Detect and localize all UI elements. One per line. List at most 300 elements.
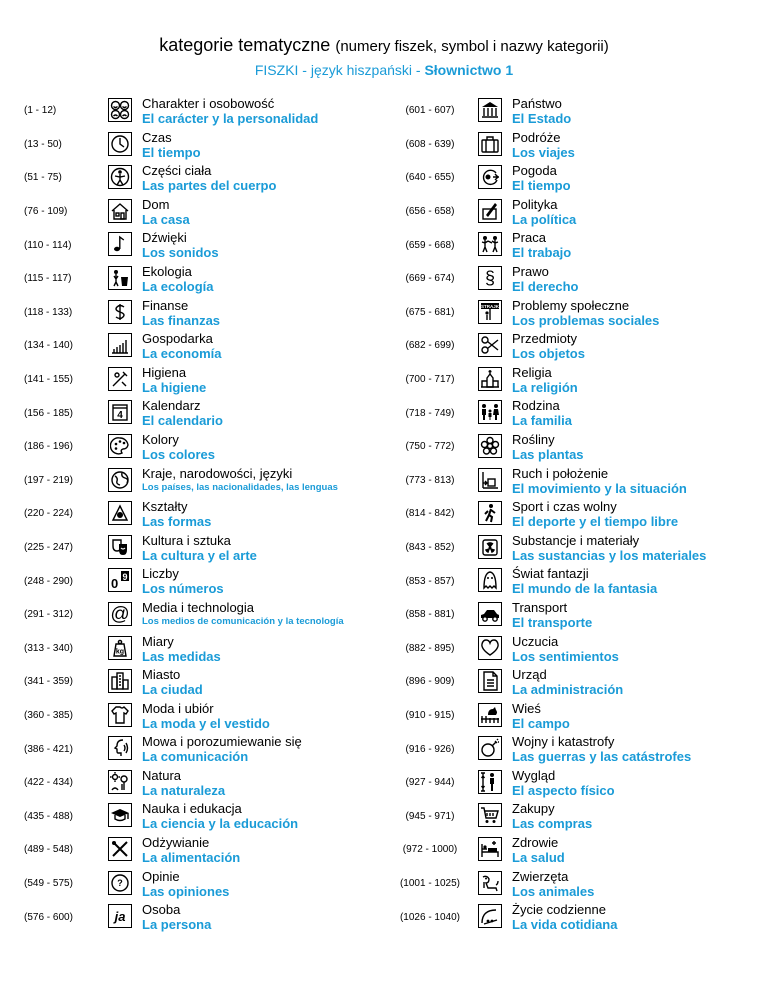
category-name-spanish: El tiempo xyxy=(142,144,201,160)
category-name-polish: Praca xyxy=(512,230,546,246)
card-number-range: (916 - 926) xyxy=(405,743,455,755)
suitcase-icon xyxy=(478,132,502,156)
category-name-polish: Kształty xyxy=(142,499,188,515)
calendar-icon-graphic xyxy=(110,402,130,422)
card-number-range: (945 - 971) xyxy=(405,810,455,822)
motion-icon xyxy=(478,468,502,492)
category-name-polish: Charakter i osobowość xyxy=(142,96,275,111)
recycle-bin-icon-graphic xyxy=(110,268,130,288)
category-name-spanish: Las opiniones xyxy=(142,883,230,899)
category-name-spanish: Los números xyxy=(142,581,224,597)
category-name-polish: Sport i czas wolny xyxy=(512,499,617,515)
category-row xyxy=(0,296,390,330)
category-labels xyxy=(142,870,387,899)
category-labels xyxy=(142,500,387,529)
category-name-polish: Przedmioty xyxy=(512,331,578,347)
category-name-polish: Moda i ubiór xyxy=(142,700,214,716)
svg-text:4: 4 xyxy=(117,410,123,422)
card-number-range: (225 - 247) xyxy=(24,542,73,554)
clock-icon xyxy=(108,132,132,156)
category-labels xyxy=(142,668,387,697)
ballot-icon xyxy=(478,199,502,223)
workers-icon xyxy=(478,232,502,256)
category-labels xyxy=(142,366,387,395)
paragraph-icon-graphic xyxy=(480,268,500,288)
category-name-spanish: Las plantas xyxy=(512,446,584,462)
category-name-spanish: El deporte y el tiempo libre xyxy=(512,514,679,530)
flower-icon xyxy=(478,434,502,458)
category-name-spanish: La persona xyxy=(142,917,212,933)
category-name-polish: Dom xyxy=(142,196,170,212)
svg-text:STRAJK: STRAJK xyxy=(480,303,500,309)
svg-text:?: ? xyxy=(117,877,123,888)
category-name-spanish: La comunicación xyxy=(142,749,249,765)
at-sign-icon-graphic xyxy=(110,604,130,624)
category-name-spanish: Los objetos xyxy=(512,346,585,362)
category-name-polish: Higiena xyxy=(142,364,187,380)
category-row xyxy=(390,699,768,733)
category-row xyxy=(0,94,390,128)
theatre-masks-icon-graphic xyxy=(110,537,130,557)
music-note-icon xyxy=(108,232,132,256)
page-title xyxy=(0,34,768,58)
category-labels xyxy=(512,836,764,865)
category-name-polish: Finanse xyxy=(142,297,189,313)
category-name-polish: Rośliny xyxy=(512,431,555,447)
category-row xyxy=(390,665,768,699)
category-labels xyxy=(512,433,764,462)
weight-icon xyxy=(108,636,132,660)
category-name-polish: Uczucia xyxy=(512,633,559,649)
card-number-range: (435 - 488) xyxy=(24,810,73,822)
shopping-cart-icon-graphic xyxy=(480,805,500,825)
category-name-polish: Problemy społeczne xyxy=(512,297,630,313)
category-name-polish: Wieś xyxy=(512,700,541,716)
category-labels xyxy=(142,164,387,193)
category-name-polish: Mowa i porozumiewanie się xyxy=(142,734,302,750)
card-number-range: (640 - 655) xyxy=(405,172,455,184)
title-sub: (numery fiszek, symbol i nazwy kategorii) xyxy=(335,38,609,55)
height-measure-icon-graphic xyxy=(480,772,500,792)
ballot-icon-graphic xyxy=(480,201,500,221)
flower-icon-graphic xyxy=(480,436,500,456)
category-name-spanish: El aspecto físico xyxy=(512,782,615,798)
category-labels xyxy=(142,399,387,428)
speaking-head-icon xyxy=(108,736,132,760)
dollar-icon-graphic xyxy=(110,302,130,322)
category-row xyxy=(390,262,768,296)
church-icon-graphic xyxy=(480,369,500,389)
card-number-range: (773 - 813) xyxy=(405,474,455,486)
card-number-range: (853 - 857) xyxy=(405,575,455,587)
category-row xyxy=(0,900,390,934)
category-name-polish: Media i technologia xyxy=(142,599,255,615)
government-building-icon xyxy=(478,98,502,122)
category-name-spanish: Las compras xyxy=(512,816,593,832)
category-name-polish: Liczby xyxy=(142,566,179,582)
category-labels xyxy=(512,131,764,160)
category-row xyxy=(0,128,390,162)
category-row xyxy=(0,564,390,598)
category-row xyxy=(0,396,390,430)
category-name-spanish: Las finanzas xyxy=(142,312,221,328)
category-name-polish: Religia xyxy=(512,364,552,380)
card-number-range: (1001 - 1025) xyxy=(399,877,461,889)
card-number-range: (341 - 359) xyxy=(24,676,73,688)
clothes-icon-graphic xyxy=(110,705,130,725)
weight-icon-graphic xyxy=(110,638,130,658)
card-number-range: (13 - 50) xyxy=(24,138,62,150)
category-name-polish: Kultura i sztuka xyxy=(142,532,231,548)
category-labels xyxy=(512,735,764,764)
card-number-range: (843 - 852) xyxy=(405,542,455,554)
category-name-polish: Podróże xyxy=(512,129,561,145)
paragraph-icon xyxy=(478,266,502,290)
category-name-spanish: La higiene xyxy=(142,379,207,395)
category-name-spanish: Los viajes xyxy=(512,144,575,160)
category-row xyxy=(0,598,390,632)
card-number-range: (750 - 772) xyxy=(405,441,455,453)
motion-icon-graphic xyxy=(480,470,500,490)
shapes-icon xyxy=(108,501,132,525)
svg-text:9: 9 xyxy=(122,572,128,583)
category-name-spanish: El Estado xyxy=(512,111,572,126)
category-name-polish: Kolory xyxy=(142,431,179,447)
category-labels xyxy=(512,265,764,294)
card-number-range: (549 - 575) xyxy=(24,877,73,889)
body-icon xyxy=(108,165,132,189)
daily-life-icon-graphic xyxy=(480,906,500,926)
svg-text:0: 0 xyxy=(111,576,119,591)
category-name-polish: Opinie xyxy=(142,868,180,884)
category-name-spanish: Las formas xyxy=(142,514,212,530)
category-labels xyxy=(512,668,764,697)
house-icon-graphic xyxy=(110,201,130,221)
page-subtitle xyxy=(0,60,768,80)
category-labels xyxy=(512,467,764,496)
category-row xyxy=(0,531,390,565)
category-name-spanish: La religión xyxy=(512,379,578,395)
height-measure-icon xyxy=(478,770,502,794)
category-row xyxy=(0,195,390,229)
category-labels xyxy=(142,198,387,227)
category-name-polish: Osoba xyxy=(142,902,181,918)
ghost-icon-graphic xyxy=(480,570,500,590)
category-name-polish: Pogoda xyxy=(512,163,557,179)
category-row xyxy=(390,531,768,565)
category-labels xyxy=(142,433,387,462)
category-name-spanish: El trabajo xyxy=(512,245,572,261)
category-name-spanish: El movimiento y la situación xyxy=(512,480,687,496)
card-number-range: (927 - 944) xyxy=(405,777,455,789)
suitcase-icon-graphic xyxy=(480,134,500,154)
category-labels xyxy=(142,802,387,831)
music-note-icon-graphic xyxy=(110,234,130,254)
category-name-polish: Wygląd xyxy=(512,767,556,783)
category-name-spanish: El transporte xyxy=(512,614,593,630)
scissors-icon-graphic xyxy=(480,335,500,355)
category-labels xyxy=(512,769,764,798)
card-number-range: (313 - 340) xyxy=(24,642,73,654)
numbers-icon xyxy=(108,568,132,592)
bomb-icon-graphic xyxy=(480,738,500,758)
numbers-icon-graphic xyxy=(110,570,130,590)
category-name-spanish: Las medidas xyxy=(142,648,221,664)
card-number-range: (248 - 290) xyxy=(24,575,73,587)
toothbrush-icon xyxy=(108,367,132,391)
category-row xyxy=(390,900,768,934)
category-name-polish: Ekologia xyxy=(142,263,192,279)
ja-icon-graphic xyxy=(110,906,130,926)
card-number-range: (682 - 699) xyxy=(405,340,455,352)
palette-icon xyxy=(108,434,132,458)
category-labels xyxy=(512,366,764,395)
ja-icon xyxy=(108,904,132,928)
page-header xyxy=(0,34,768,80)
card-number-range: (134 - 140) xyxy=(24,340,73,352)
strike-sign-icon xyxy=(478,300,502,324)
category-row xyxy=(0,799,390,833)
category-row xyxy=(390,296,768,330)
dog-icon xyxy=(478,871,502,895)
card-number-range: (141 - 155) xyxy=(24,374,73,386)
graduation-cap-icon xyxy=(108,803,132,827)
toothbrush-icon-graphic xyxy=(110,369,130,389)
category-row xyxy=(390,833,768,867)
category-name-polish: Transport xyxy=(512,599,568,615)
category-name-polish: Kraje, narodowości, języki xyxy=(142,465,293,481)
city-icon-graphic xyxy=(110,671,130,691)
card-number-range: (972 - 1000) xyxy=(402,844,458,856)
category-labels xyxy=(142,231,387,260)
card-number-range: (608 - 639) xyxy=(405,138,455,150)
svg-text:@: @ xyxy=(110,603,130,624)
category-name-spanish: Los sentimientos xyxy=(512,648,619,664)
card-number-range: (814 - 842) xyxy=(405,508,455,520)
category-row xyxy=(0,262,390,296)
category-name-polish: Prawo xyxy=(512,263,549,279)
category-labels xyxy=(142,97,387,126)
hospital-bed-icon-graphic xyxy=(480,839,500,859)
card-number-range: (110 - 114) xyxy=(24,239,72,251)
cutlery-icon-graphic xyxy=(110,839,130,859)
bar-chart-icon-graphic xyxy=(110,335,130,355)
category-row xyxy=(390,363,768,397)
category-row xyxy=(0,699,390,733)
category-row xyxy=(390,195,768,229)
category-name-spanish: La cultura y el arte xyxy=(142,547,257,563)
subtitle-pre: FISZKI - język hiszpański - xyxy=(254,62,425,78)
radioactive-icon xyxy=(478,535,502,559)
category-name-polish: Kalendarz xyxy=(142,398,201,414)
category-row xyxy=(0,430,390,464)
category-labels xyxy=(512,903,764,932)
category-name-spanish: El calendario xyxy=(142,413,223,429)
category-labels xyxy=(512,399,764,428)
category-row xyxy=(390,161,768,195)
category-row xyxy=(390,766,768,800)
category-labels xyxy=(512,870,764,899)
category-name-spanish: Los sonidos xyxy=(142,245,219,261)
category-name-spanish: Los problemas sociales xyxy=(512,312,660,328)
category-row xyxy=(0,161,390,195)
faces-icon xyxy=(108,98,132,122)
dollar-icon xyxy=(108,300,132,324)
category-labels xyxy=(512,534,764,563)
card-number-range: (76 - 109) xyxy=(24,206,68,218)
daily-life-icon xyxy=(478,904,502,928)
body-icon-graphic xyxy=(110,167,130,187)
category-name-polish: Zdrowie xyxy=(512,835,559,851)
category-labels xyxy=(142,903,387,932)
category-name-spanish: La vida cotidiana xyxy=(512,917,618,933)
category-name-spanish: La política xyxy=(512,211,577,227)
card-number-range: (669 - 674) xyxy=(405,273,455,285)
category-name-polish: Miary xyxy=(142,633,174,649)
category-labels xyxy=(512,601,764,630)
subtitle-bold: Słownictwo 1 xyxy=(424,62,514,78)
category-name-polish: Czas xyxy=(142,129,172,145)
category-name-spanish: La ciudad xyxy=(142,682,203,698)
house-icon xyxy=(108,199,132,223)
rooster-fence-icon xyxy=(478,703,502,727)
clothes-icon xyxy=(108,703,132,727)
category-row xyxy=(0,665,390,699)
card-number-range: (51 - 75) xyxy=(24,172,62,184)
card-number-range: (360 - 385) xyxy=(24,709,73,721)
clock-icon-graphic xyxy=(110,134,130,154)
category-name-spanish: Las sustancias y los materiales xyxy=(512,547,707,563)
category-labels xyxy=(512,332,764,361)
category-name-polish: Rodzina xyxy=(512,398,560,414)
card-number-range: (858 - 881) xyxy=(405,609,455,621)
card-number-range: (601 - 607) xyxy=(405,105,455,117)
weather-icon-graphic xyxy=(480,167,500,187)
workers-icon-graphic xyxy=(480,234,500,254)
recycle-bin-icon xyxy=(108,266,132,290)
category-name-polish: Miasto xyxy=(142,667,181,683)
category-row xyxy=(0,363,390,397)
card-number-range: (386 - 421) xyxy=(24,743,73,755)
category-labels xyxy=(142,769,387,798)
bomb-icon xyxy=(478,736,502,760)
palette-icon-graphic xyxy=(110,436,130,456)
rooster-fence-icon-graphic xyxy=(480,705,500,725)
document-icon-graphic xyxy=(480,671,500,691)
category-labels xyxy=(512,802,764,831)
graduation-cap-icon-graphic xyxy=(110,805,130,825)
card-number-range: (576 - 600) xyxy=(24,911,73,923)
category-name-polish: Ruch i położenie xyxy=(512,465,609,481)
thinking-head-icon-graphic xyxy=(110,873,130,893)
family-icon-graphic xyxy=(480,402,500,422)
category-name-spanish: La alimentación xyxy=(142,850,241,866)
category-name-polish: Polityka xyxy=(512,196,558,212)
runner-icon xyxy=(478,501,502,525)
category-name-polish: Substancje i materiały xyxy=(512,532,640,548)
globe-icon-graphic xyxy=(110,470,130,490)
category-labels xyxy=(512,164,764,193)
category-name-spanish: La salud xyxy=(512,850,565,866)
category-row xyxy=(390,228,768,262)
category-labels xyxy=(512,299,764,328)
category-labels xyxy=(142,735,387,764)
category-labels xyxy=(142,567,387,596)
category-row xyxy=(0,833,390,867)
at-sign-icon xyxy=(108,602,132,626)
category-name-spanish: La moda y el vestido xyxy=(142,715,270,731)
category-name-polish: Nauka i edukacja xyxy=(142,801,242,817)
card-number-range: (718 - 749) xyxy=(405,407,455,419)
card-number-range: (118 - 133) xyxy=(24,306,73,318)
category-name-spanish: El tiempo xyxy=(512,178,571,194)
heart-icon-graphic xyxy=(480,638,500,658)
category-name-spanish: La naturaleza xyxy=(142,782,226,798)
nature-icon-graphic xyxy=(110,772,130,792)
card-number-range: (910 - 915) xyxy=(405,709,455,721)
category-name-spanish: Los animales xyxy=(512,883,595,899)
category-name-spanish: Los países, las nacionalidades, las lenguas xyxy=(142,481,338,493)
globe-icon xyxy=(108,468,132,492)
card-number-range: (1026 - 1040) xyxy=(399,911,461,923)
bar-chart-icon xyxy=(108,333,132,357)
theatre-masks-icon xyxy=(108,535,132,559)
category-labels xyxy=(142,131,387,160)
card-number-range: (186 - 196) xyxy=(24,441,73,453)
category-row xyxy=(0,632,390,666)
category-labels xyxy=(512,97,764,126)
category-labels xyxy=(142,265,387,294)
heart-icon xyxy=(478,636,502,660)
category-name-polish: Dźwięki xyxy=(142,230,187,246)
category-row xyxy=(0,228,390,262)
category-name-polish: Życie codzienne xyxy=(512,902,606,918)
card-number-range: (115 - 117) xyxy=(24,273,72,285)
category-row xyxy=(0,766,390,800)
category-labels xyxy=(142,299,387,328)
category-row xyxy=(390,464,768,498)
category-name-polish: Świat fantazji xyxy=(512,566,589,582)
category-labels xyxy=(512,500,764,529)
calendar-icon xyxy=(108,400,132,424)
runner-icon-graphic xyxy=(480,503,500,523)
card-number-range: (422 - 434) xyxy=(24,777,73,789)
svg-text:ja: ja xyxy=(114,909,126,925)
city-icon xyxy=(108,669,132,693)
category-name-spanish: El mundo de la fantasia xyxy=(512,581,658,597)
category-row xyxy=(0,464,390,498)
category-labels xyxy=(142,702,387,731)
category-row xyxy=(390,564,768,598)
dog-icon-graphic xyxy=(480,873,500,893)
category-row xyxy=(390,732,768,766)
right-category-column xyxy=(390,94,768,934)
category-name-polish: Wojny i katastrofy xyxy=(512,734,615,750)
faces-icon-graphic xyxy=(110,100,130,120)
category-labels xyxy=(512,567,764,596)
category-labels xyxy=(142,467,387,495)
category-row xyxy=(390,598,768,632)
category-name-polish: Natura xyxy=(142,767,182,783)
category-name-polish: Gospodarka xyxy=(142,331,213,347)
category-labels xyxy=(512,702,764,731)
category-name-polish: Państwo xyxy=(512,96,562,111)
category-name-spanish: El campo xyxy=(512,715,570,731)
category-labels xyxy=(512,635,764,664)
category-row xyxy=(390,799,768,833)
radioactive-icon-graphic xyxy=(480,537,500,557)
category-name-spanish: Los medios de comunicación y la tecnología xyxy=(142,615,344,627)
